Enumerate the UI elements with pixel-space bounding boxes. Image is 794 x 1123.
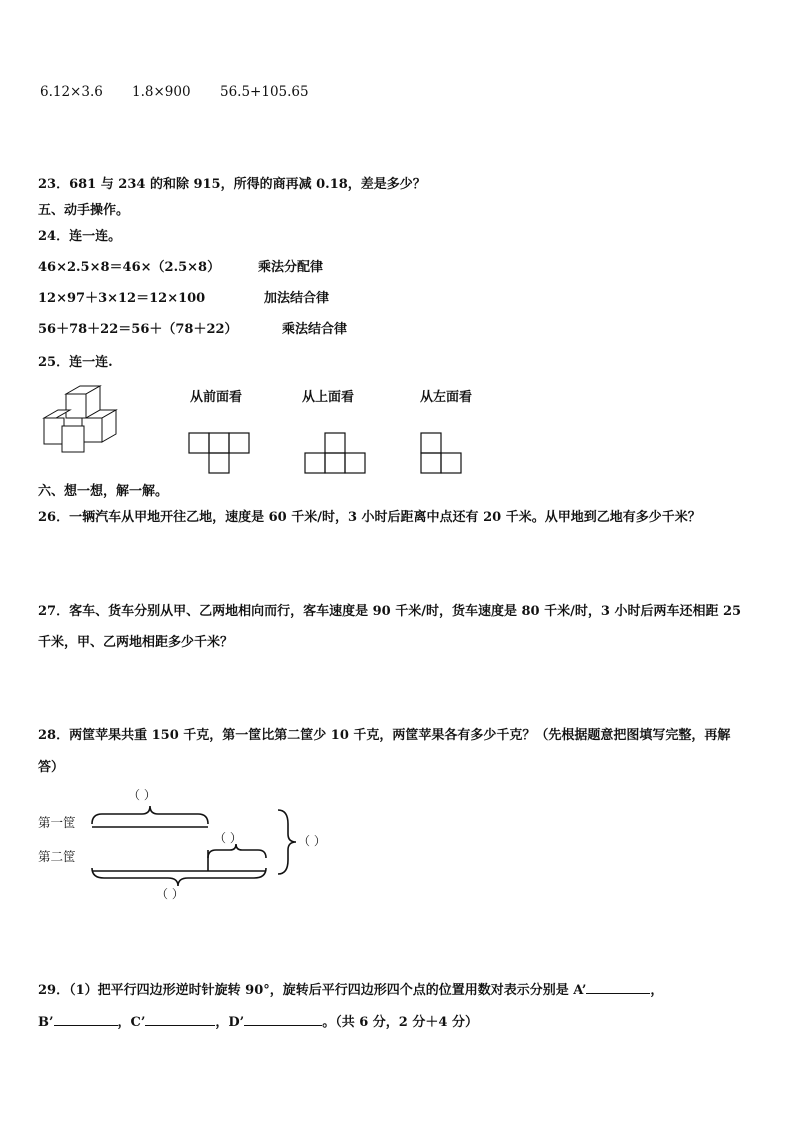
q28-label-basket-2: 第二筐 <box>38 849 76 864</box>
label-d-prime: ，D’ <box>215 1015 245 1030</box>
question-27-line-1: 27．客车、货车分别从甲、乙两地相向而行，客车速度是 90 千米/时，货车速度是 80 千米/时，3 小时后两车还相距 25 <box>38 604 742 619</box>
calc-item-1: 6.12×3.6 <box>40 84 103 100</box>
q28-label-basket-1: 第一筐 <box>38 815 76 830</box>
cube-solid-figure <box>40 380 130 455</box>
question-26: 26．一辆汽车从甲地开往乙地，速度是 60 千米/时，3 小时后距离中点还有 20 千米。从甲地到乙地有多少千米？ <box>38 510 701 525</box>
front-view-shape <box>188 432 252 474</box>
question-29-line-1 <box>38 980 663 999</box>
calc-item-3: 56.5+105.65 <box>220 84 309 100</box>
view-label-front: 从前面看 <box>190 390 243 405</box>
section-5-heading: 五、动手操作。 <box>38 203 130 218</box>
label-b-prime: B’ <box>38 1015 54 1030</box>
q29-comma: ， <box>650 983 664 998</box>
label-c-prime: ，C’ <box>117 1015 146 1030</box>
calc-item-2: 1.8×900 <box>132 84 191 100</box>
q28-blank-diff[interactable]: （ ） <box>214 831 242 845</box>
left-view-shape <box>420 432 466 474</box>
q24-expression-2: 12×97＋3×12＝12×100 <box>38 291 206 306</box>
top-view-shape <box>304 432 368 474</box>
q28-line-diagram <box>88 798 318 888</box>
question-27-line-2: 千米，甲、乙两地相距多少千米？ <box>38 635 234 650</box>
question-23: 23．681 与 234 的和除 915，所得的商再减 0.18，差是多少？ <box>38 177 426 192</box>
answer-blank-c[interactable] <box>145 1012 215 1026</box>
q28-blank-total[interactable]: （ ） <box>298 834 326 848</box>
q24-law-2: 加法结合律 <box>264 291 330 306</box>
q29-line-1-text: 29．（1）把平行四边形逆时针旋转 90°，旋转后平行四边形四个点的位置用数对表示分别是 A’ <box>38 983 587 998</box>
q24-expression-3: 56＋78＋22＝56＋（78＋22） <box>38 322 238 337</box>
question-24-title: 24．连一连。 <box>38 229 122 244</box>
view-label-left: 从左面看 <box>420 390 473 405</box>
question-28-line-1: 28．两筐苹果共重 150 千克，第一筐比第二筐少 10 千克，两筐苹果各有多少千克？（先根据题意把图填写完整，再解 <box>38 728 731 743</box>
question-29-line-2 <box>38 1012 478 1031</box>
question-25-title: 25．连一连. <box>38 355 113 370</box>
answer-blank-b[interactable] <box>54 1012 118 1026</box>
q28-blank-top[interactable]: （ ） <box>128 788 156 802</box>
section-6-heading: 六、想一想，解一解。 <box>38 484 169 499</box>
q29-tail: 。（共 6 分，2 分＋4 分） <box>322 1015 478 1030</box>
q24-law-1: 乘法分配律 <box>258 260 324 275</box>
view-label-top: 从上面看 <box>302 390 355 405</box>
answer-blank-d[interactable] <box>244 1012 322 1026</box>
q28-blank-bottom[interactable]: （ ） <box>156 887 184 901</box>
question-28-line-2: 答） <box>38 760 65 775</box>
q24-expression-1: 46×2.5×8＝46×（2.5×8） <box>38 260 221 275</box>
answer-blank-a[interactable] <box>586 980 650 994</box>
q24-law-3: 乘法结合律 <box>282 322 348 337</box>
